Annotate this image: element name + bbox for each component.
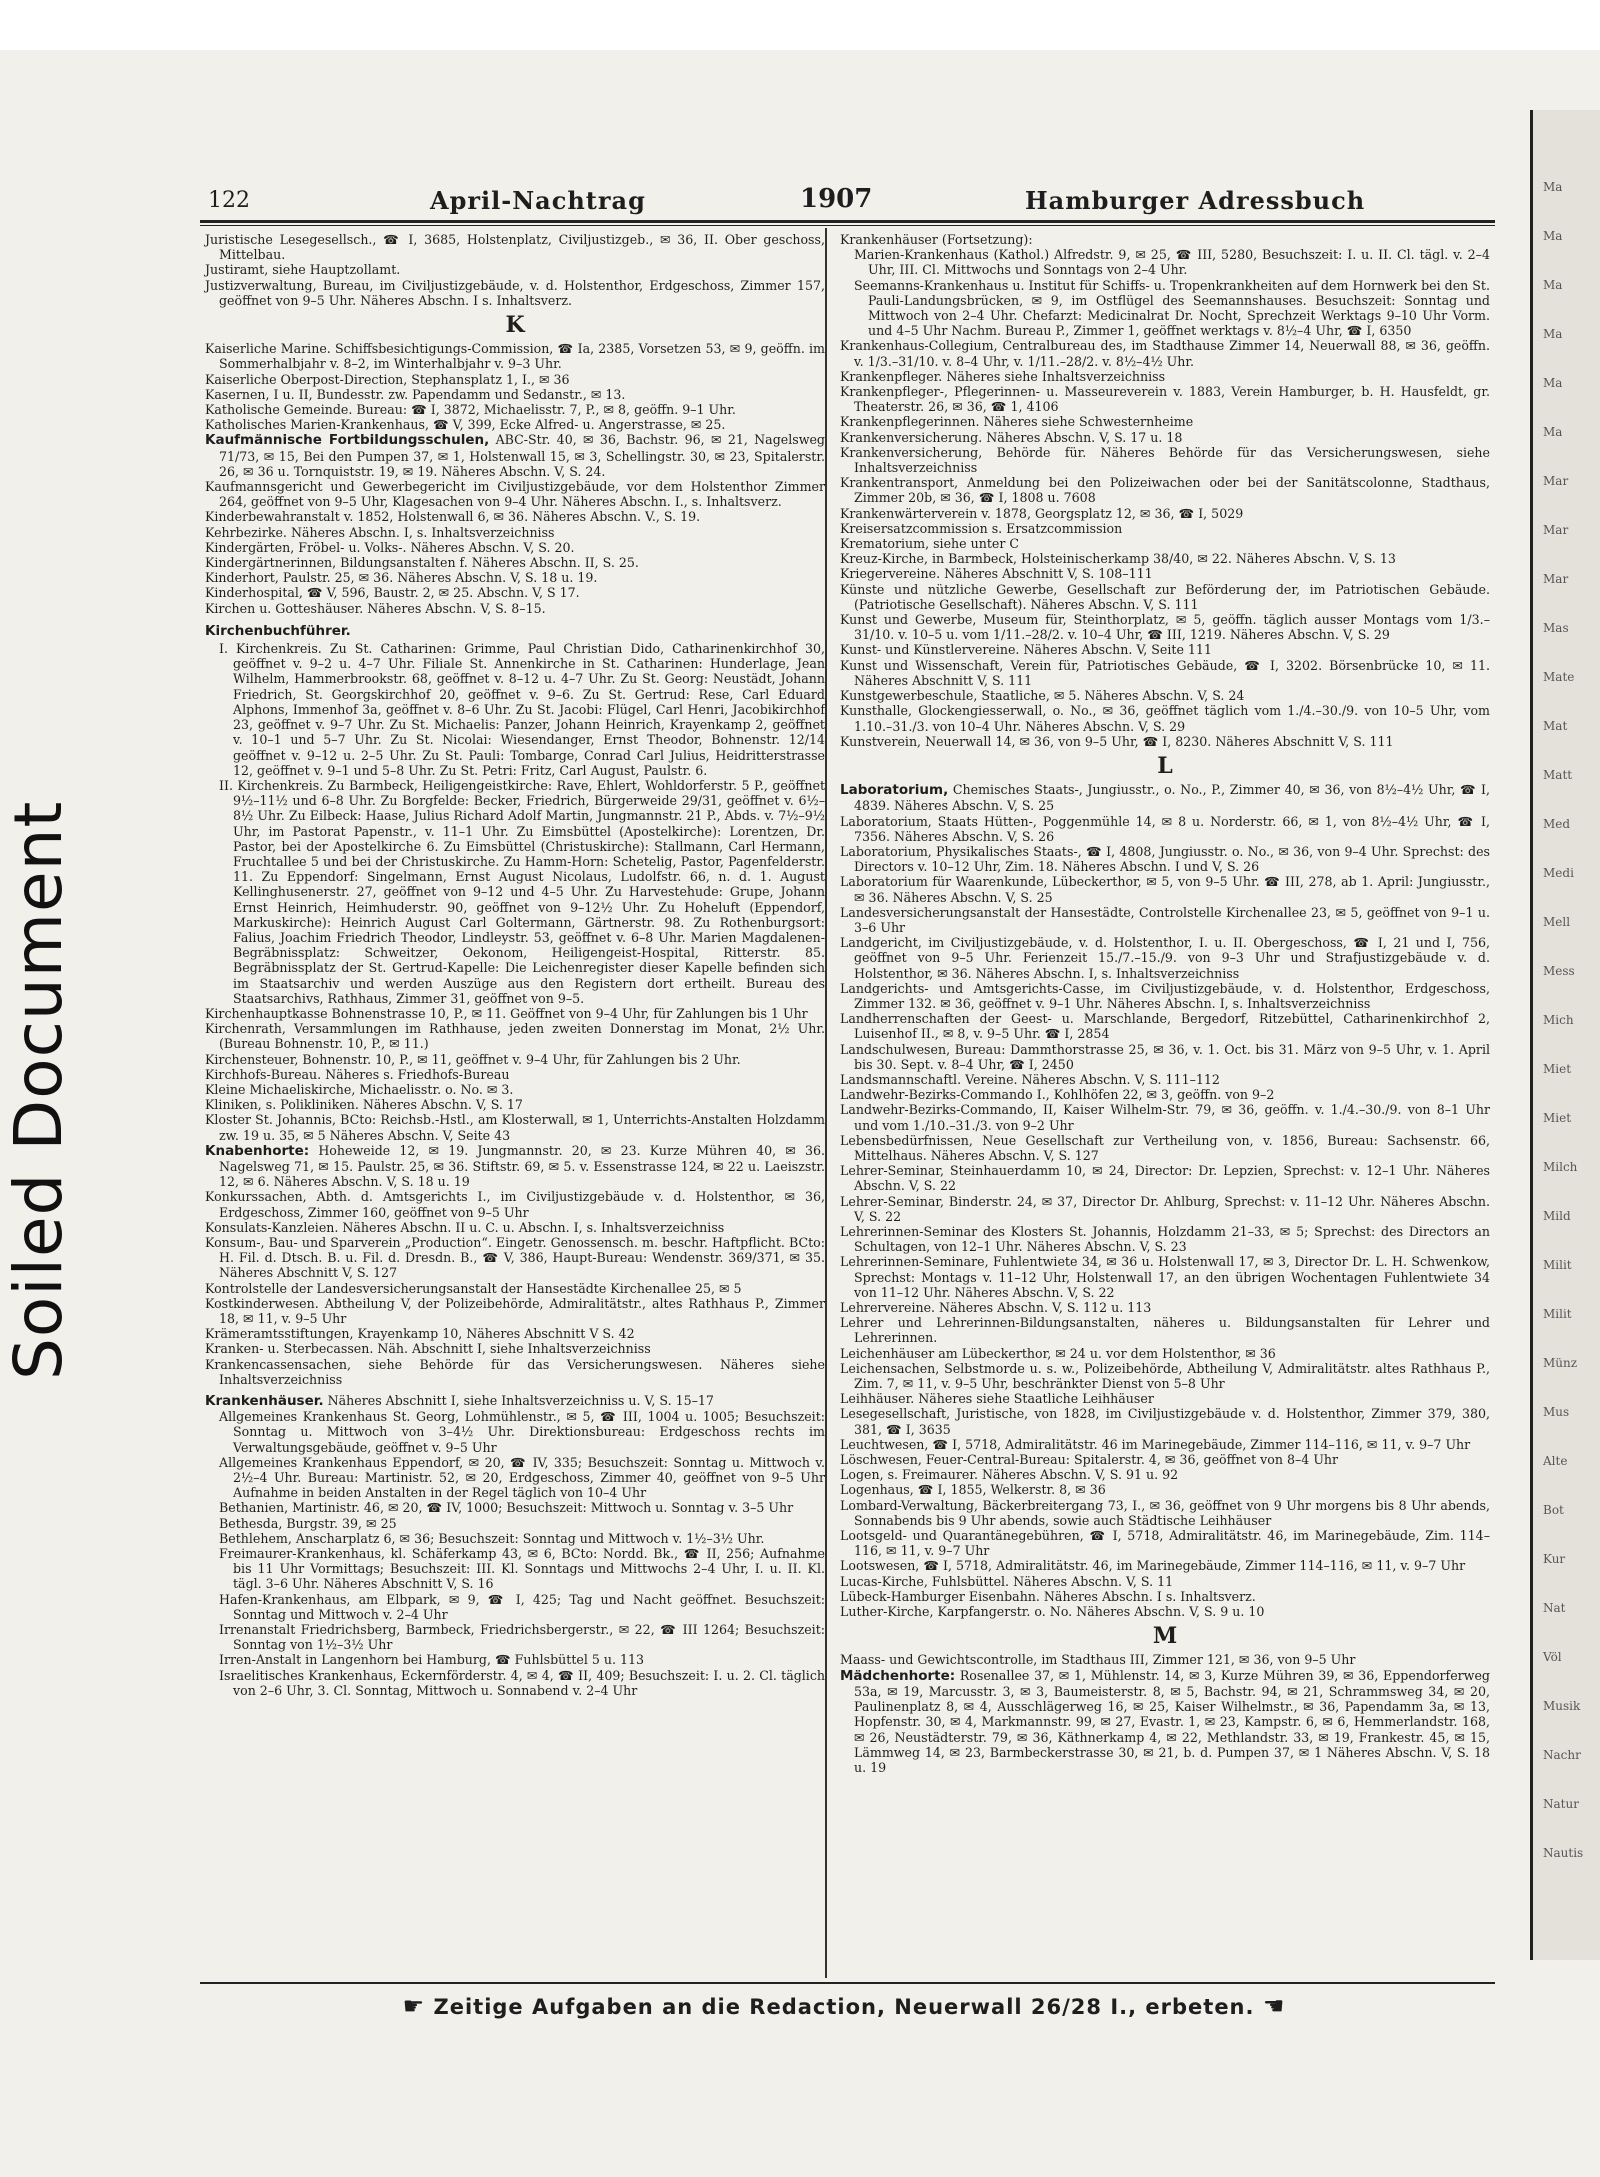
adjacent-page-fragment: Ma: [1543, 327, 1563, 341]
krankenhaeuser-entry: [205, 1393, 825, 1409]
directory-entry: [840, 1163, 1490, 1193]
entry-text: Leuchtwesen, ☎ I, 5718, Admiralitätstr. 46 im Marinegebäude, Zimmer 114–116, ✉ 11, v. 9–7 Uhr: [840, 1436, 1471, 1452]
directory-entry: [205, 1021, 825, 1051]
entry-text: Kloster St. Johannis, BCto: Reichsb.-Hstl., am Klosterwall, ✉ 1, Unterrichts-Anstalten Holzdamm zw. 19 u. 35, ✉ 5 Näheres Abschn. V, Seite 43: [205, 1112, 825, 1143]
adjacent-page-fragment: Mat: [1543, 719, 1568, 733]
directory-entry: I. Kirchenkreis. Zu St. Catharinen: Grimme, Paul Christian Dido, Catharinenkirchhof 30, geöffnet v. 9–2 u. 4–7 Uhr. Filiale St. Annenkirche in St. Catharinen: Hunderlage, Jean Wilhelm, Hammerbrookstr. 68, geöffnet v. 8–12 u. 4–7 Uhr. Zu St. Georg: Neustädt, Johann Friedrich, St. Georgskirchhof 20, geöffnet v. 9–6. Zu St. Gertrud: Rese, Carl Eduard Alphons, Immenhof 3a, geöffnet v. 8–6 Uhr. Zu St. Jacobi: Flügel, Carl Henri, Jacobikirchhof 23, geöffnet v. 9–7 Uhr. Zu St. Michaelis: Panzer, Johann Heinrich, Krayenkamp 2, geöffnet v. 10–1 und 5–7 Uhr. Zu St. Nicolai: Wiesendanger, Ernst Theodor, Bohnenstr. 12/14 geöffnet v. 9–12 u. 2–5 Uhr. Zu St. Pauli: Tombarge, Conrad Carl Julius, Heidritterstrasse 12, geöffnet v. 9–1 und 5–8 Uhr. Zu St. Petri: Fritz, Carl August, Paulstr. 6.: [219, 641, 825, 778]
directory-entry: Kriegervereine. Näheres Abschnitt V, S. 108–111: [840, 566, 1153, 582]
directory-entry: Krankenversicherung. Näheres Abschn. V, S. 17 u. 18: [840, 429, 1183, 445]
directory-entry: [840, 782, 1490, 813]
krankenhaeuser-continued: [840, 247, 1490, 338]
entry-text: Kindergärten, Fröbel- u. Volks-. Näheres Abschn. V, S. 20.: [205, 539, 575, 555]
directory-entry: Irrenanstalt Friedrichsberg, Barmbeck, Friedrichsbergerstr., ✉ 22, ☎ III 1264; Besuchszeit: Sonntag von 1½–3½ Uhr: [219, 1622, 825, 1653]
directory-entry: [205, 1143, 825, 1190]
entries-k-right: [840, 338, 1490, 748]
adjacent-page-fragment: Matt: [1543, 768, 1573, 782]
entry-text: Kirchen u. Gotteshäuser. Näheres Abschn. V, S. 8–15.: [205, 600, 546, 616]
directory-entry: [840, 1452, 1490, 1467]
adjacent-page-fragment: Nat: [1543, 1601, 1566, 1615]
edge-stamp: [0, 800, 77, 1380]
entry-text: Landgerichts- und Amtsgerichts-Casse, im Civiljustizgebäude, v. d. Holstenthor, Erdgeschoss, Zimmer 132. ✉ 36, geöffnet v. 9–1 Uhr. Näheres Abschn. I, s. Inhaltsverzeichniss: [840, 980, 1490, 1011]
directory-entry: Kreisersatzcommission s. Ersatzcommission: [840, 520, 1123, 536]
adjacent-page-fragment: Nautis: [1543, 1846, 1584, 1860]
adjacent-page-fragment: Med: [1543, 817, 1571, 831]
directory-entry: [840, 1668, 1490, 1775]
kirchenbuch-heading: Kirchenbuchführer.: [205, 622, 351, 639]
entry-text: Kirchensteuer, Bohnenstr. 10, P., ✉ 11, geöffnet v. 9–4 Uhr, für Zahlungen bis 2 Uhr.: [205, 1051, 741, 1067]
entries-k-continued: [205, 1006, 825, 1387]
entry-text: Kirchenrath, Versammlungen im Rathhause, jeden zweiten Donnerstag im Monat, 2½ Uhr. (Bureau Bohnenstr. 10, P., ✉ 11.): [205, 1021, 825, 1052]
directory-entry: [205, 1189, 825, 1219]
entry-heading: Knabenhorte:: [205, 1142, 310, 1159]
directory-entry: [205, 1220, 825, 1235]
directory-entry: [205, 1281, 825, 1296]
adjacent-page-fragment: Mich: [1543, 1013, 1574, 1027]
entry-text: Landgericht, im Civiljustizgebäude, v. d. Holstenthor, I. u. II. Obergeschoss, ☎ I, 21 und I, 756, geöffnet von 9–5 Uhr. Ferienzeit 15./7.–15./9. von 9–3 Uhr und Strafjustizgebäude v. d. Holstenthor, ✉ 36. Näheres Abschn. I, s. Inhaltsverzeichniss: [840, 935, 1490, 981]
entry-text: Lombard-Verwaltung, Bäckerbreitergang 73, I., ✉ 36, geöffnet von 9 Uhr morgens bis 8 Uhr abends, Sonnabends bis 9 Uhr abends, sowie auch Städtische Leihhäuser: [840, 1497, 1490, 1528]
directory-entry: Justizverwaltung, Bureau, im Civiljustizgebäude, v. d. Holstenthor, Erdgeschoss, Zimmer 157, geöffnet von 9–5 Uhr. Näheres Abschn. I s. Inhaltsverz.: [205, 277, 825, 308]
directory-entry: [205, 1112, 825, 1142]
directory-entry: Kunsthalle, Glockengiesserwall, o. No., ✉ 36, geöffnet täglich vom 1./4.–30./9. von 10–5 Uhr, vom 1.10.–31./3. von 10–4 Uhr. Näheres Abschn. V, S. 29: [840, 703, 1490, 734]
entry-text: Hoheweide 12, ✉ 19. Jungmannstr. 20, ✉ 23. Kurze Mühren 40, ✉ 36. Nagelsweg 71, ✉ 15. Paulstr. 25, ✉ 36. Stiftstr. 69, ✉ 5. v. Essenstrasse 124, ✉ 22 u. Laeiszstr. 12, ✉ 6. Näheres Abschn. V, S. 18 u. 19: [219, 1142, 825, 1190]
adjacent-page-fragment: Milit: [1543, 1258, 1572, 1272]
entry-text: Kirchhofs-Bureau. Näheres s. Friedhofs-Bureau: [205, 1066, 510, 1082]
adjacent-page-fragment: Mar: [1543, 572, 1569, 586]
adjacent-page-fragment: Alte: [1543, 1454, 1568, 1468]
directory-entry: [205, 387, 825, 402]
krankenhaeuser-heading: Krankenhäuser.: [205, 1393, 324, 1410]
entry-text: Landherrenschaften der Geest- u. Marschlande, Bergedorf, Ritzebüttel, Catharinenkirchhof 2, Luisenhof II., ✉ 8, v. 9–5 Uhr. ☎ I, 2854: [840, 1011, 1490, 1042]
directory-entry: [840, 1528, 1490, 1558]
entry-text: Laboratorium für Waarenkunde, Lübeckerthor, ✉ 5, von 9–5 Uhr. ☎ III, 278, ab 1. April: Jungiusstr., ✉ 36. Näheres Abschn. V, S. 25: [840, 874, 1490, 905]
entry-text: Lübeck-Hamburger Eisenbahn. Näheres Abschn. I s. Inhaltsverz.: [840, 1588, 1256, 1604]
entry-text: Kleine Michaeliskirche, Michaelisstr. o. No. ✉ 3.: [205, 1081, 514, 1097]
directory-entry: [205, 479, 825, 509]
adjacent-page-fragment: Medi: [1543, 866, 1574, 880]
directory-entry: Kreuz-Kirche, in Barmbeck, Holsteinischerkamp 38/40, ✉ 22. Näheres Abschn. V, S. 13: [840, 551, 1396, 567]
entry-text: Krankencassensachen, siehe Behörde für das Versicherungswesen. Näheres siehe Inhaltsverzeichniss: [205, 1356, 825, 1387]
directory-entry: [840, 1224, 1490, 1254]
header-rule-thin: [200, 225, 1495, 226]
directory-entry: Krankenwärterverein v. 1878, Georgsplatz 12, ✉ 36, ☎ I, 5029: [840, 505, 1244, 521]
entries-m: [840, 1652, 1490, 1775]
directory-entry: [205, 585, 825, 600]
adjacent-page-fragment: Natur: [1543, 1797, 1579, 1811]
entry-text: Kehrbezirke. Näheres Abschn. I, s. Inhaltsverzeichniss: [205, 524, 555, 540]
running-header: [160, 120, 1528, 215]
directory-entry: [840, 1254, 1490, 1300]
entry-text: Kinderbewahranstalt v. 1852, Holstenwall 6, ✉ 36. Näheres Abschn. V., S. 19.: [205, 509, 701, 525]
directory-entry: [840, 1072, 1490, 1087]
left-column: [205, 232, 825, 1698]
directory-entry: Krankenpflegerinnen. Näheres siehe Schwesternheime: [840, 414, 1194, 430]
adjacent-page-fragment: Milch: [1543, 1160, 1578, 1174]
directory-entry: [840, 1102, 1490, 1132]
entry-text: Logen, s. Freimaurer. Näheres Abschn. V, S. 91 u. 92: [840, 1467, 1179, 1483]
directory-entry: Krankenpfleger. Näheres siehe Inhaltsverzeichniss: [840, 368, 1166, 384]
directory-entry: [205, 570, 825, 585]
directory-entry: Kunst und Gewerbe, Museum für, Steinthorplatz, ✉ 5, geöffn. täglich ausser Montags vom 1/3.–31/10. v. 10–5 u. vom 1/11.–28/2. v. 10–4 Uhr, ☎ III, 1219. Näheres Abschn. V, S. 29: [840, 612, 1490, 643]
directory-entry: [840, 981, 1490, 1011]
entry-heading: Mädchenhorte:: [840, 1667, 956, 1684]
entry-text: Kinderhort, Paulstr. 25, ✉ 36. Näheres Abschn. V, S. 18 u. 19.: [205, 570, 598, 586]
directory-entry: [205, 1296, 825, 1326]
entry-text: Löschwesen, Feuer-Central-Bureau: Spitalerstr. 4, ✉ 36, geöffnet von 8–4 Uhr: [840, 1452, 1339, 1468]
directory-entry: [840, 1589, 1490, 1604]
entry-text: Lucas-Kirche, Fuhlsbüttel. Näheres Abschn. V, S. 11: [840, 1573, 1174, 1589]
adjacent-page-fragment: Mess: [1543, 964, 1575, 978]
directory-entry: [840, 1315, 1490, 1345]
directory-entry: Marien-Krankenhaus (Kathol.) Alfredstr. 9, ✉ 25, ☎ III, 5280, Besuchszeit: I. u. II. Cl. tägl. v. 2–4 Uhr, III. Cl. Mittwochs und Sonntags von 2–4 Uhr.: [854, 247, 1490, 278]
adjacent-page-fragment: Musik: [1543, 1699, 1581, 1713]
entry-text: Konsum-, Bau- und Sparverein „Production“. Eingetr. Genossensch. m. beschr. Haftpflicht. BCto: H. Fil. d. Dtsch. B. u. Fil. d. Dresdn. B., ☎ V, 386, Haupt-Bureau: Wendenstr. 369/371, ✉ 35. Näheres Abschnitt V, S. 127: [205, 1235, 825, 1281]
directory-entry: Irren-Anstalt in Langenhorn bei Hamburg, ☎ Fuhlsbüttel 5 u. 113: [219, 1652, 645, 1668]
adjacent-page-fragment: Mus: [1543, 1405, 1570, 1419]
entry-text: Lehrer-Seminar, Steinhauerdamm 10, ✉ 24, Director: Dr. Lepzien, Sprechst: v. 12–1 Uhr. Näheres Abschn. V, S. 22: [840, 1163, 1490, 1194]
entry-text: Chemisches Staats-, Jungiusstr., o. No., P., Zimmer 40, ✉ 36, von 8½–4½ Uhr, ☎ I, 4839. Näheres Abschn. V, S. 25: [854, 782, 1490, 814]
entry-text: Lehrervereine. Näheres Abschn. V, S. 112 u. 113: [840, 1300, 1152, 1316]
entry-text: Landsmannschaftl. Vereine. Näheres Abschn. V, S. 111–112: [840, 1071, 1220, 1087]
adjacent-page-fragment: Miet: [1543, 1062, 1572, 1076]
entry-text: Kaiserliche Marine. Schiffsbesichtigungs-Commission, ☎ Ia, 2385, Vorsetzen 53, ✉ 9, geöffn. im Sommerhalbjahr v. 8–2, im Winterhalbjahr v. 9–3 Uhr.: [205, 341, 825, 372]
pointing-hand-left-icon: ☚: [1262, 1992, 1286, 2020]
entry-text: Lehrer-Seminar, Binderstr. 24, ✉ 37, Director Dr. Ahlburg, Sprechst: v. 11–12 Uhr. Näheres Abschn. V, S. 22: [840, 1193, 1490, 1224]
entries-k: [205, 341, 825, 616]
adjacent-page-fragment: Mild: [1543, 1209, 1571, 1223]
header-right-title: Hamburger Adressbuch: [1025, 186, 1366, 215]
directory-entry: Hafen-Krankenhaus, am Elbpark, ✉ 9, ☎ I, 425; Tag und Nacht geöffnet. Besuchszeit: Sonntag und Mittwoch v. 2–4 Uhr: [219, 1591, 825, 1622]
directory-entry: [840, 1604, 1490, 1619]
adjacent-page-fragment: Ma: [1543, 180, 1563, 194]
entry-text: Landwehr-Bezirks-Commando I., Kohlhöfen 22, ✉ 3, geöffn. von 9–2: [840, 1087, 1275, 1103]
entry-text: Lehrerinnen-Seminar des Klosters St. Johannis, Holzdamm 21–33, ✉ 5; Sprechst: des Directors an Schultagen, von 12–1 Uhr. Näheres Abschn. V, S. 23: [840, 1224, 1490, 1255]
scan-border: [0, 0, 1600, 50]
footer-notice-text: Zeitige Aufgaben an die Redaction, Neuerwall 26/28 I., erbeten.: [433, 1995, 1255, 2019]
entry-text: Landschulwesen, Bureau: Dammthorstrasse 25, ✉ 36, v. 1. Oct. bis 31. März von 9–5 Uhr, v. 1. April bis 30. Sept. v. 8–4 Uhr, ☎ I, 2450: [840, 1041, 1490, 1072]
directory-entry: [840, 1558, 1490, 1573]
directory-entry: [205, 417, 825, 432]
entry-text: ABC-Str. 40, ✉ 36, Bachstr. 96, ✉ 21, Nagelsweg 71/73, ✉ 15, Bei den Pumpen 37, ✉ 1, Holstenwall 15, ✉ 3, Schellingstr. 30, ✉ 23, Spitalerstr. 26, ✉ 36 u. Tornquiststr. 19, ✉ 19. Näheres Abschn. V, S. 24.: [219, 432, 825, 479]
entry-text: Konsulats-Kanzleien. Näheres Abschn. II u. C. u. Abschn. I, s. Inhaltsverzeichniss: [205, 1219, 725, 1235]
entry-text: Leihhäuser. Näheres siehe Staatliche Leihhäuser: [840, 1391, 1154, 1407]
directory-entry: [840, 1361, 1490, 1391]
directory-entry: [840, 1574, 1490, 1589]
header-year: 1907: [800, 184, 873, 214]
directory-entry: Bethlehem, Anscharplatz 6, ✉ 36; Besuchszeit: Sonntag und Mittwoch v. 1½–3½ Uhr.: [219, 1530, 765, 1546]
directory-entry: [205, 372, 825, 387]
directory-entry: [205, 509, 825, 524]
directory-entry: Kunstverein, Neuerwall 14, ✉ 36, von 9–5 Uhr, ☎ I, 8230. Näheres Abschnitt V, S. 111: [840, 733, 1394, 749]
edge-stamp-text: Soiled Document: [0, 800, 77, 1380]
entry-text: Katholische Gemeinde. Bureau: ☎ I, 3872, Michaelisstr. 7, P., ✉ 8, geöffn. 9–1 Uhr.: [205, 402, 736, 418]
adjacent-page-fragment: Münz: [1543, 1356, 1578, 1370]
directory-entry: Seemanns-Krankenhaus u. Institut für Schiffs- u. Tropenkrankheiten auf dem Hornwerk bei den St. Pauli-Landungsbrücken, ✉ 9, im Ostflügel des Seemannshauses. Besuchszeit: Sonntag und Mittwoch von 2–4 Uhr. Chefarzt: Medicinalrat Dr. Nocht, Sprechzeit Werktags 9–10 Uhr Vorm. und 4–5 Uhr Nachm. Bureau P., Zimmer 1, geöffnet werktags v. 8½–4 Uhr, ☎ I, 6350: [854, 277, 1490, 339]
entry-text: Luther-Kirche, Karpfangerstr. o. No. Näheres Abschn. V, S. 9 u. 10: [840, 1604, 1265, 1620]
entry-text: Rosenallee 37, ✉ 1, Mühlenstr. 14, ✉ 3, Kurze Mühren 39, ✉ 36, Eppendorferweg 53a, ✉ 19, Marcusstr. 3, ✉ 3, Baumeisterstr. 8, ✉ 5, Bachstr. 94, ✉ 21, Schrammsweg 34, ✉ 20, Paulinenplatz 8, ✉ 4, Ausschlägerweg 16, ✉ 25, Kaiser Wilhelmstr., ✉ 36, Papendamm 3a, ✉ 13, Hopfenstr. 30, ✉ 4, Markmannstr. 99, ✉ 27, Evastr. 1, ✉ 23, Kampstr. 6, ✉ 6, Hemmerlandstr. 168, ✉ 26, Neustädterstr. 79, ✉ 36, Käthnerkamp 4, ✉ 22, Methlandstr. 33, ✉ 19, Frankestr. 45, ✉ 15, Lämmweg 14, ✉ 23, Barmbeckerstrasse 30, ✉ 21, b. d. Pumpen 37, ✉ 1 Näheres Abschn. V, S. 18 u. 19: [854, 1667, 1490, 1775]
directory-entry: [840, 1346, 1490, 1361]
directory-entry: [840, 1011, 1490, 1041]
entry-text: Lehrer und Lehrerinnen-Bildungsanstalten, näheres u. Bildungsanstalten für Lehrer und Lehrerinnen.: [840, 1315, 1490, 1346]
entry-text: Kontrolstelle der Landesversicherungsanstalt der Hansestädte Kirchenallee 25, ✉ 5: [205, 1280, 742, 1296]
entry-text: Lootsgeld- und Quarantänegebühren, ☎ I, 5718, Admiralitätstr. 46, im Marinegebäude, Zim. 114–116, ✉ 11, v. 9–7 Uhr: [840, 1528, 1490, 1559]
directory-entry: [840, 874, 1490, 904]
adjacent-page-fragment: Kur: [1543, 1552, 1566, 1566]
entry-text: Laboratorium, Physikalisches Staats-, ☎ I, 4808, Jungiusstr. o. No., ✉ 36, von 9–4 Uhr. Sprechst: des Directors v. 10–12 Uhr, Zim. 18. Näheres Abschn. I und V, S. 26: [840, 843, 1490, 875]
directory-entry: [840, 1406, 1490, 1436]
directory-entry: [840, 1042, 1490, 1072]
directory-entry: [205, 1052, 825, 1067]
entry-text: Leichenhäuser am Lübeckerthor, ✉ 24 u. vor dem Holstenthor, ✉ 36: [840, 1345, 1276, 1361]
kirchenbuch-entries: [205, 641, 825, 1006]
entry-text: Lootswesen, ☎ I, 5718, Admiralitätstr. 46, im Marinegebäude, Zimmer 114–116, ✉ 11, v. 9–7 Uhr: [840, 1558, 1466, 1574]
directory-entry: II. Kirchenkreis. Zu Barmbeck, Heiligengeistkirche: Rave, Ehlert, Wohldorferstr. 5 P., geöffnet 9½–11½ und 6–8 Uhr. Zu Borgfelde: Becker, Friedrich, Bürgerweide 29/31, geöffnet v. 6½–8½ Uhr. Zu Eilbeck: Haase, Julius Richard Adolf Martin, Jungmannstr. 21 P., Abds. v. 7½–9½ Uhr, im Pastorat Papenstr., v. 11–1 Uhr. Zu Eimsbüttel (Apostelkirche): Lorentzen, Dr. Pastor, bei der Apostelkirche 6. Zu Eimsbüttel (Christuskirche): Stallmann, Carl Hermann, Fruchtallee 5 und bei der Christuskirche. Zu Hamm-Horn: Schetelig, Pastor, Pagenfelderstr. 11. Zu Eppendorf: Singelmann, Ernst August Nicolaus, Ludolfstr. 66, n. d. 1. August Kellinghusenerstr. 27, geöffnet von 9–12 und 4–5 Uhr. Zu Harvestehude: Grupe, Johann Ernst Heinrich, Heimhuderstr. 90, geöffnet von 9–12½ Uhr. Zu Hoheluft (Eppendorf, Markuskirche): Heinrich August Carl Goltermann, Gärtnerstr. 98. Zu Rothenburgsort: Falius, Joachim Friedrich Theodor, Lindleystr. 53, geöffnet v. 6–8 Uhr. Marien Magdalenen-Begräbnissplatz: Schweitzer, Oekonom, Heiligengeist-Hospital, Ritterstr. 85. Begräbnissplatz der St. Gertrud-Kapelle: Die Leichenregister dieser Kapelle befinden sich im Staatsarchiv und werden Auszüge aus den Registern dort ertheilt. Bureau des Staatsarchivs, Rathhaus, Zimmer 31, geöffnet von 9–5.: [219, 777, 825, 1006]
entry-text: Kindergärtnerinnen, Bildungsanstalten f. Näheres Abschn. II, S. 25.: [205, 555, 639, 571]
footer-notice: [160, 1992, 1528, 2020]
directory-entry: Bethesda, Burgstr. 39, ✉ 25: [219, 1515, 397, 1531]
directory-entry: [205, 1006, 825, 1021]
directory-entry: [205, 1082, 825, 1097]
directory-entry: Israelitisches Krankenhaus, Eckernförderstr. 4, ✉ 4, ☎ II, 409; Besuchszeit: I. u. 2. Cl. täglich von 2–6 Uhr, 3. Cl. Sonntag, Mittwoch u. Sonnabend v. 2–4 Uhr: [219, 1667, 825, 1698]
continuation-heading: Krankenhäuser (Fortsetzung):: [840, 232, 1033, 247]
directory-entry: Krankenhaus-Collegium, Centralbureau des, im Stadthause Zimmer 14, Neuerwall 88, ✉ 36, geöffn. v. 1/3.–31/10. v. 8–4 Uhr, v. 1/11.–28/2. v. 8½–4½ Uhr.: [840, 338, 1490, 369]
adjacent-page-fragment: Ma: [1543, 425, 1563, 439]
directory-entry: [205, 1326, 825, 1341]
directory-entry: [840, 1652, 1490, 1667]
entry-text: Konkurssachen, Abth. d. Amtsgerichts I., im Civiljustizgebäude v. d. Holstenthor, ✉ 36, Erdgeschoss, Zimmer 160, geöffnet von 9–5 Uhr: [205, 1189, 825, 1220]
document-page: [160, 120, 1528, 2040]
entry-text: Maass- und Gewichtscontrolle, im Stadthaus III, Zimmer 121, ✉ 36, von 9–5 Uhr: [840, 1652, 1356, 1668]
entry-text: Kirchenhauptkasse Bohnenstrasse 10, P., ✉ 11. Geöffnet von 9–4 Uhr, für Zahlungen bis 1 Uhr: [205, 1005, 808, 1021]
adjacent-page-fragment: Bot: [1543, 1503, 1564, 1517]
adjacent-page-fragment: Völ: [1543, 1650, 1562, 1664]
entries-top: [205, 232, 825, 308]
entry-text: Leichensachen, Selbstmorde u. s. w., Polizeibehörde, Abtheilung V, Admiralitätstr. altes Rathhaus P., Zim. 7, ✉ 11, v. 9–5 Uhr, beschränkter Dienst von 5–8 Uhr: [840, 1360, 1490, 1392]
entry-text: Landesversicherungsanstalt der Hansestädte, Controlstelle Kirchenallee 23, ✉ 5, geöffnet von 9–1 u. 3–6 Uhr: [840, 904, 1490, 935]
directory-entry: Kunst und Wissenschaft, Verein für, Patriotisches Gebäude, ☎ I, 3202. Börsenbrücke 10, ✉ 11. Näheres Abschnitt V, S. 111: [840, 657, 1490, 688]
directory-entry: [840, 814, 1490, 844]
directory-entry: [205, 540, 825, 555]
adjacent-page-fragment: Milit: [1543, 1307, 1572, 1321]
right-column: [840, 232, 1490, 1775]
adjacent-page-fragment: Ma: [1543, 376, 1563, 390]
directory-entry: [205, 341, 825, 371]
directory-entry: Justiramt, siehe Hauptzollamt.: [205, 262, 401, 278]
entry-text: Kasernen, I u. II, Bundesstr. zw. Papendamm und Sedanstr., ✉ 13.: [205, 386, 626, 402]
entry-text: Lebensbedürfnissen, Neue Gesellschaft zur Vertheilung von, v. 1856, Bureau: Sachsenstr. 66, Mittelhaus. Näheres Abschn. V, S. 127: [840, 1132, 1490, 1163]
entry-text: Laboratorium, Staats Hütten-, Poggenmühle 14, ✉ 8 u. Norderstr. 66, ✉ 1, von 8½–4½ Uhr, ☎ I, 7356. Näheres Abschn. V, S. 26: [840, 813, 1490, 844]
entry-text: Krämeramtsstiftungen, Krayenkamp 10, Näheres Abschnitt V S. 42: [205, 1326, 635, 1342]
directory-entry: [840, 1467, 1490, 1482]
adjacent-page-fragment: Mas: [1543, 621, 1569, 635]
directory-entry: Krankenversicherung, Behörde für. Näheres Behörde für das Versicherungswesen, siehe Inhaltsverzeichniss: [840, 444, 1490, 476]
footer-rule: [200, 1982, 1495, 1984]
pointing-hand-right-icon: ☛: [402, 1992, 426, 2020]
directory-entry: [205, 432, 825, 479]
letter-heading-l: L: [1157, 752, 1173, 779]
adjacent-page-fragment: Mate: [1543, 670, 1575, 684]
adjacent-page-fragment: Ma: [1543, 278, 1563, 292]
column-divider: [825, 228, 827, 1978]
directory-entry: Juristische Lesegesellsch., ☎ I, 3685, Holstenplatz, Civiljustizgeb., ✉ 36, II. Ober geschoss, Mittelbau.: [205, 232, 825, 263]
adjacent-page-edge: [1530, 110, 1600, 1960]
directory-entry: [840, 1391, 1490, 1406]
directory-entry: Kunstgewerbeschule, Staatliche, ✉ 5. Näheres Abschn. V, S. 24: [840, 688, 1245, 704]
entry-text: Lehrerinnen-Seminare, Fuhlentwiete 34, ✉ 36 u. Holstenwall 17, ✉ 3, Director Dr. L. H. Schwenkow, Sprechst: Montags v. 11–12 Uhr, Holstenwall 17, an den übrigen Wochentagen Fuhlentwiete 34 von 11–12 Uhr. Näheres Abschn. V, S. 22: [840, 1254, 1490, 1300]
directory-entry: [205, 1097, 825, 1112]
directory-entry: [840, 905, 1490, 935]
adjacent-page-fragment: Mar: [1543, 474, 1569, 488]
directory-entry: [840, 1482, 1490, 1497]
directory-entry: Krankenpfleger-, Pflegerinnen- u. Masseureverein v. 1883, Verein Hamburger, b. H. Hausfeldt, gr. Theaterstr. 26, ✉ 36, ☎ 1, 4106: [840, 384, 1490, 415]
directory-entry: [840, 1087, 1490, 1102]
adjacent-page-fragment: Mar: [1543, 523, 1569, 537]
entry-text: Lesegesellschaft, Juristische, von 1828, im Civiljustizgebäude v. d. Holstenthor, Zimmer 379, 380, 381, ☎ I, 3635: [840, 1406, 1490, 1437]
entry-heading: Laboratorium,: [840, 782, 949, 799]
entry-text: Kliniken, s. Polikliniken. Näheres Abschn. V, S. 17: [205, 1097, 523, 1113]
directory-entry: [205, 1067, 825, 1082]
entry-text: Kaiserliche Oberpost-Direction, Stephansplatz 1, I., ✉ 36: [205, 371, 570, 387]
letter-heading-m: M: [1152, 1623, 1178, 1650]
directory-entry: [840, 1194, 1490, 1224]
directory-entry: [205, 1235, 825, 1281]
directory-entry: [840, 1133, 1490, 1163]
entries-l: [840, 782, 1490, 1619]
entry-text: Katholisches Marien-Krankenhaus, ☎ V, 399, Ecke Alfred- u. Angerstrasse, ✉ 25.: [205, 417, 726, 433]
entry-heading: Kaufmännische Fortbildungsschulen,: [205, 432, 490, 449]
directory-entry: Bethanien, Martinistr. 46, ✉ 20, ☎ IV, 1000; Besuchszeit: Mittwoch u. Sonntag v. 3–5 Uhr: [219, 1500, 794, 1516]
directory-entry: Allgemeines Krankenhaus St. Georg, Lohmühlenstr., ✉ 5, ☎ III, 1004 u. 1005; Besuchszeit: Sonntag u. Mittwoch von 3–4½ Uhr. Direktionsbureau: Erdgeschoss rechts im Verwaltungsgebäude, geöffnet v. 9–5 Uhr: [219, 1409, 825, 1455]
entry-text: Kostkinderwesen. Abtheilung V, der Polizeibehörde, Admiralitätstr., altes Rathhaus P., Zimmer 18, ✉ 11, v. 9–5 Uhr: [205, 1295, 825, 1327]
directory-entry: Freimaurer-Krankenhaus, kl. Schäferkamp 43, ✉ 6, BCto: Nordd. Bk., ☎ II, 256; Aufnahme bis 11 Uhr Vormittags; Besuchszeit: III. Kl. Sonntags und Mittwochs 2–4 Uhr, I. u. II. Kl. tägl. 3–6 Uhr. Näheres Abschnitt V, S. 16: [219, 1546, 825, 1592]
directory-entry: [840, 1498, 1490, 1528]
letter-heading-k: K: [505, 312, 525, 339]
adjacent-page-fragment: Nachr: [1543, 1748, 1581, 1762]
entry-text: Landwehr-Bezirks-Commando, II, Kaiser Wilhelm-Str. 79, ✉ 36, geöffn. v. 1./4.–30./9. von 8–1 Uhr und vom 1./10.–31./3. von 9–2 Uhr: [840, 1102, 1490, 1133]
directory-entry: [840, 844, 1490, 874]
adjacent-page-fragment: Miet: [1543, 1111, 1572, 1125]
entry-text: Kinderhospital, ☎ V, 596, Baustr. 2, ✉ 25. Abschn. V, S 17.: [205, 585, 580, 601]
entry-text: Kranken- u. Sterbecassen. Näh. Abschnitt I, siehe Inhaltsverzeichniss: [205, 1341, 651, 1357]
directory-entry: [840, 935, 1490, 981]
entry-text: Logenhaus, ☎ I, 1855, Welkerstr. 8, ✉ 36: [840, 1482, 1106, 1498]
directory-entry: [205, 525, 825, 540]
directory-entry: Allgemeines Krankenhaus Eppendorf, ✉ 20, ☎ IV, 335; Besuchszeit: Sonntag u. Mittwoch v. 2½–4 Uhr. Bureau: Martinistr. 52, ✉ 20, Erdgeschoss, Zimmer 40, geöffnet von 9–5 Uhr Aufnahme in beiden Anstalten in der Regel täglich von 10–4 Uhr: [219, 1454, 825, 1501]
krankenhaeuser-list: [205, 1409, 825, 1698]
entry-text: Kaufmannsgericht und Gewerbegericht im Civiljustizgebäude, vor dem Holstenthor Zimmer 264, geöffnet von 9–5 Uhr, Klagesachen von 9–4 Uhr. Näheres Abschn. I., s. Inhaltsverz.: [205, 479, 825, 510]
directory-entry: [840, 1437, 1490, 1452]
page-number: 122: [208, 188, 250, 213]
directory-entry: [205, 1357, 825, 1387]
directory-entry: [205, 402, 825, 417]
directory-entry: Künste und nützliche Gewerbe, Gesellschaft zur Beförderung der, im Patriotischen Gebäude. (Patriotische Gesellschaft). Näheres Abschn. V, S. 111: [840, 581, 1490, 612]
directory-entry: [205, 555, 825, 570]
header-left-title: April-Nachtrag: [430, 186, 646, 215]
adjacent-page-fragment: Ma: [1543, 229, 1563, 243]
directory-entry: [205, 1341, 825, 1356]
adjacent-page-fragment: Mell: [1543, 915, 1571, 929]
directory-entry: Krankentransport, Anmeldung bei den Polizeiwachen oder bei der Sanitätscolonne, Stadthaus, Zimmer 20b, ✉ 36, ☎ I, 1808 u. 7608: [840, 475, 1490, 506]
directory-entry: [840, 1300, 1490, 1315]
directory-entry: [205, 601, 825, 616]
header-rule: [200, 220, 1495, 223]
directory-entry: Krematorium, siehe unter C: [840, 536, 1019, 552]
krankenhaeuser-intro: Näheres Abschnitt I, siehe Inhaltsverzeichniss u. V, S. 15–17: [327, 1393, 714, 1409]
directory-entry: Kunst- und Künstlervereine. Näheres Abschn. V, Seite 111: [840, 642, 1212, 658]
